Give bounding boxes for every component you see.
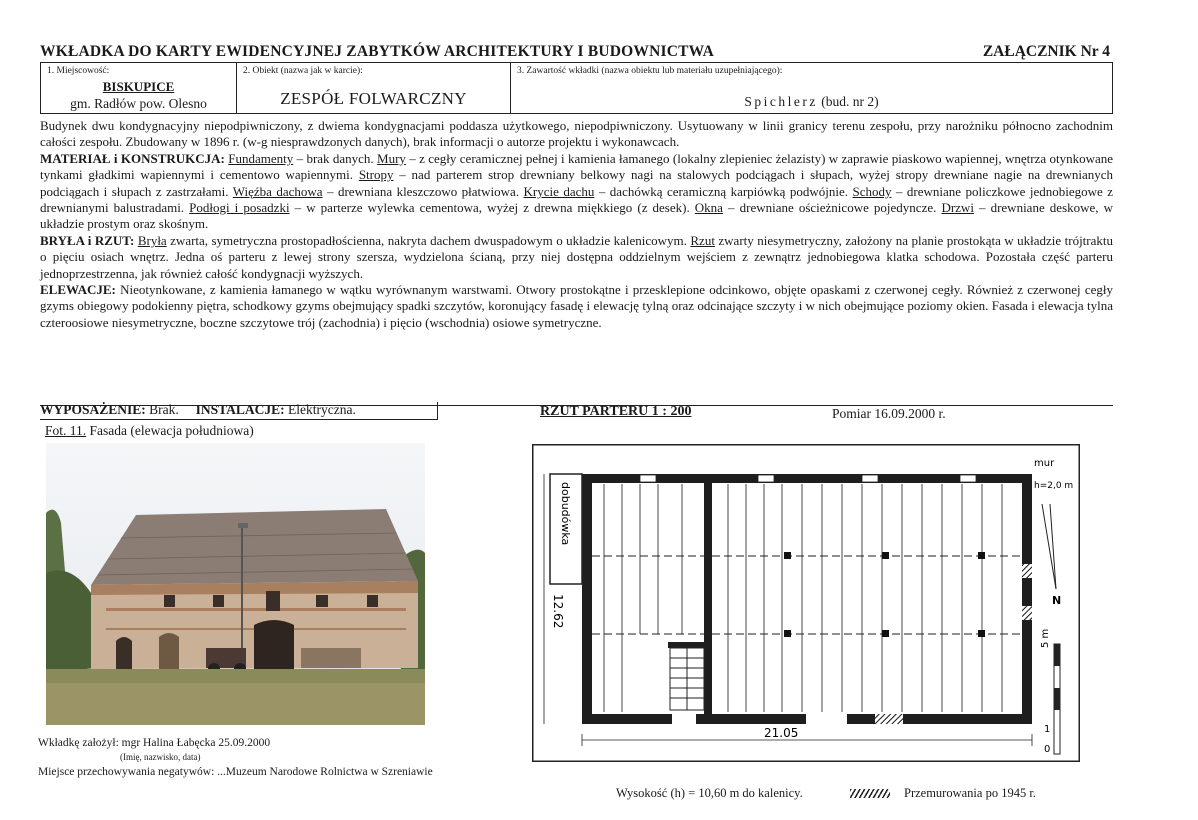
scale-5m: 5 m	[1040, 628, 1051, 648]
stropy-text: – nad parterem strop drewniany belkowy nagi na stalowych podciągach i słupach, wyżej stropy drewniane nagie na drewnianych podciągach i słupach z zastrzałami.	[40, 167, 1114, 199]
bryla-paragraph	[40, 233, 1113, 282]
attachment-number: ZAŁĄCZNIK Nr 4	[982, 43, 1110, 60]
elewacje-heading: ELEWACJE:	[40, 282, 116, 298]
author-hint: (Imię, nazwisko, data)	[120, 752, 201, 762]
podlogi-label: Podłogi i posadzki	[189, 200, 290, 216]
scale-0: 0	[1044, 744, 1051, 755]
krycie-label: Krycie dachu	[523, 183, 595, 199]
floor-plan	[532, 444, 1080, 762]
object-name: ZESPÓŁ FOLWARCZNY	[280, 89, 467, 108]
intro-paragraph: Budynek dwu kondygnacyjny niepodpiwniczony, z dwiema kondygnacjami poddasza użytkowego, niepodpiwniczony. Usytuowany w linii granicy terenu zespołu, przy narożniku północno zachodnim całości zespołu. Zbudowany w 1896 r. (w-g niesprawdzonych danych), brak informacji o autorze projektu i wykonawcach.	[40, 118, 1113, 150]
equipment-value: Brak.	[145, 402, 179, 417]
wall-label: mur	[1034, 458, 1055, 469]
drzwi-label: Drzwi	[941, 200, 974, 216]
locality-cell	[41, 63, 237, 113]
content-label: 3. Zawartość wkładki (nazwa obiektu lub materiału uzupełniającego):	[517, 66, 783, 76]
locality-label: 1. Miejscowość:	[47, 66, 110, 76]
mury-text: – z cegły ceramicznej pełnej i kamienia łamanego (lokalny zlepieniec żelazisty) w zaprawie piaskowo wapiennej, wnętrza otynkowane tynkami gładkimi wapiennymi i cementowo wapiennymi.	[40, 150, 1113, 183]
description	[40, 118, 1113, 331]
height-note: Wysokość (h) = 10,60 m do kalenicy.	[616, 786, 803, 800]
equipment-heading: WYPOSAŻENIE:	[40, 402, 146, 417]
drzwi-text: – drewniane deskowe, w układzie prostym oraz skośnym.	[40, 200, 1113, 232]
author-line: Wkładkę założył: mgr Halina Łabęcka 25.09.2000	[38, 737, 271, 749]
bryla-text: zwarta, symetryczna prostopadłościenna, nakryta dachem dwuspadowym o układzie kalenicowym.	[166, 232, 691, 248]
okna-text: – drewniane ościeżnicowe pojedyncze.	[722, 200, 942, 216]
content-suffix: (bud. nr 2)	[821, 94, 879, 109]
bryla-heading: BRYŁA i RZUT:	[40, 232, 135, 248]
fund-text: – brak danych.	[293, 150, 378, 166]
card-title: WKŁADKA DO KARTY EWIDENCYJNEJ ZABYTKÓW ARCHITEKTURY I BUDOWNICTWA	[40, 43, 715, 60]
plan-title: RZUT PARTERU 1 : 200	[540, 404, 692, 419]
locality-name: BISKUPICE	[102, 79, 175, 94]
header-table	[40, 62, 1113, 114]
krycie-text: – dachówką ceramiczną karpiówką podwójnie.	[594, 183, 853, 199]
material-heading: MATERIAŁ i KONSTRUKCJA:	[40, 150, 225, 166]
negatives-location: Miejsce przechowywania negatywów: ...Muzeum Narodowe Rolnictwa w Szreniawie	[38, 766, 433, 778]
width-dimension: 21.05	[764, 726, 799, 740]
content-object: Spichlerz	[744, 94, 818, 109]
installations-value: Elektryczna.	[284, 402, 356, 417]
rzut-label: Rzut	[690, 232, 715, 248]
photo-number: Fot. 11.	[45, 423, 87, 438]
granary-photo	[46, 443, 425, 725]
equipment-line	[40, 402, 356, 418]
depth-dimension: 12.62	[551, 594, 565, 629]
photo-caption	[45, 423, 254, 439]
north-label: N	[1052, 594, 1062, 607]
annex-label: dobudówka	[559, 482, 572, 546]
okna-label: Okna	[694, 200, 723, 216]
locality-district: gm. Radłów pow. Olesno	[70, 96, 207, 111]
installations-heading: INSTALACJE:	[195, 402, 285, 417]
fund-label: Fundamenty	[228, 150, 294, 166]
scale-1: 1	[1044, 724, 1051, 735]
schody-text: – drewniane policzkowe jednobiegowe z drewnianymi balustradami.	[40, 183, 1113, 216]
wall-height: h=2,0 m	[1034, 481, 1074, 491]
wiezba-label: Więźba dachowa	[232, 183, 323, 199]
material-paragraph	[40, 151, 1113, 233]
content-cell	[511, 63, 1112, 113]
photo-description: Fasada (elewacja południowa)	[86, 423, 254, 438]
survey-date: Pomiar 16.09.2000 r.	[832, 406, 946, 421]
object-label: 2. Obiekt (nazwa jak w karcie):	[243, 66, 363, 76]
elewacje-text: Nieotynkowane, z kamienia łamanego w wątku wyrównanym warstwami. Otwory prostokątne i przesklepione odcinkowo, objęte opaskami z czerwonej cegły. Również z czerwonej cegły gzyms obiegowy podokienny piętra, schodkowy gzyms obejmujący spadki szczytów, koronujący fasadę i elewację tylną oraz odcinające szczyty i w nich obejmujące poziomy okien. Fasada i elewacja tylna czteroosiowe niesymetryczne, boczne szczytowe trój (zachodnia) i pięcio (wschodnia) osiowe symetryczne.	[40, 282, 1113, 330]
hatch-legend-icon	[850, 789, 890, 798]
legend-note: Przemurowania po 1945 r.	[904, 786, 1036, 800]
podlogi-text: – w parterze wylewka cementowa, wyżej z drewna miękkiego (z desek).	[289, 200, 695, 216]
rzut-text: zwarty niesymetryczny, założony na planie prostokąta w układzie trójtraktu o pięciu osiach wnętrz. Jedna oś parteru z lewej strony szersza, wydzielona ścianą, przy niej dostępna oddzielnym wejściem z zewnątrz jednobiegowa klatka schodowa. Pozostała część parteru jednoprzestrzenna, jak również całość kondygnacji wyższych.	[40, 232, 1114, 281]
wiezba-text: – drewniana kleszczowo płatwiowa.	[322, 183, 524, 199]
mury-label: Mury	[377, 150, 406, 166]
object-cell	[237, 63, 511, 113]
content-value	[511, 94, 1112, 110]
bryla-label: Bryła	[137, 232, 167, 248]
stropy-label: Stropy	[358, 167, 394, 183]
elewacje-paragraph	[40, 282, 1113, 331]
schody-label: Schody	[852, 183, 892, 199]
